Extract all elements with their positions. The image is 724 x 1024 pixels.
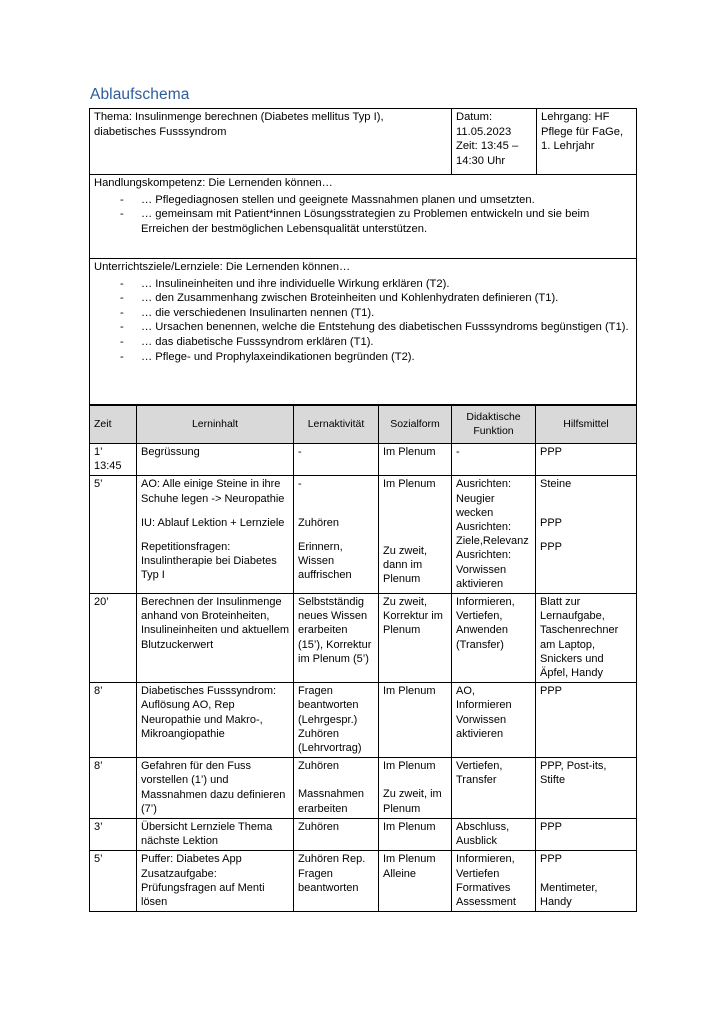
column-header-lerninhalt: Lerninhalt <box>137 406 294 444</box>
hilfsmittel-segment: PPP <box>540 516 563 529</box>
funktion-segment: Ausrichten: Neugier wecken <box>456 478 512 519</box>
sozialform-cell <box>379 476 452 594</box>
sozialform-cell <box>379 758 452 819</box>
inhalt-cell: Begrüssung <box>137 444 294 476</box>
funktion-segment: Ausrichten: Ziele,Relevanz <box>456 521 529 548</box>
lernziele-section <box>90 259 637 405</box>
inhalt-cell <box>137 476 294 594</box>
table-row <box>90 851 637 912</box>
sozialform-cell: Im Plenum Alleine <box>379 851 452 912</box>
list-item: - … den Zusammenhang zwischen Broteinheiten und Kohlenhydraten definieren (T1). <box>94 291 632 306</box>
sozialform-cell: Zu zweit, Korrektur im Plenum <box>379 594 452 683</box>
aktivitaet-cell: Selbstständig neues Wissen erarbeiten (15’), Korrektur im Plenum (5’) <box>294 594 379 683</box>
funktion-cell: AO, Informieren Vorwissen aktivieren <box>452 683 536 758</box>
sozialform-segment: Im Plenum <box>383 478 436 491</box>
hilfsmittel-cell <box>536 476 637 594</box>
inhalt-cell: Berechnen der Insulinmenge anhand von Broteinheiten, Insulineinheiten und aktuellem Blutzuckerwert <box>137 594 294 683</box>
column-header-zeit: Zeit <box>90 406 137 444</box>
hilfsmittel-cell: PPP, Post-its, Stifte <box>536 758 637 819</box>
zeit-cell: 3’ <box>90 819 137 851</box>
list-item: - … Insulineinheiten und ihre individuelle Wirkung erklären (T2). <box>94 277 632 292</box>
aktivitaet-segment: - <box>298 478 302 491</box>
list-item: - … die verschiedenen Insulinarten nennen (T1). <box>94 306 632 321</box>
aktivitaet-segment: Zuhören <box>298 516 339 529</box>
inhalt-cell: Diabetisches Fusssyndrom: Auflösung AO, Rep Neuropathie und Makro-, Mikroangiopathie <box>137 683 294 758</box>
sozialform-segment: Zu zweit, im Plenum <box>383 788 442 815</box>
hilfsmittel-cell: PPP <box>536 683 637 758</box>
aktivitaet-segment: Massnahmen erarbeiten <box>298 788 365 815</box>
column-header-hilfsmittel: Hilfsmittel <box>536 406 637 444</box>
hilfsmittel-segment: Steine <box>540 478 572 491</box>
aktivitaet-cell: - <box>294 444 379 476</box>
schedule-table <box>89 405 637 912</box>
header-table <box>89 108 637 405</box>
zeit-cell: 8’ <box>90 683 137 758</box>
list-item: - … Ursachen benennen, welche die Entstehung des diabetischen Fusssyndroms begünstigen (T1). <box>94 320 632 335</box>
funktion-cell: Vertiefen, Transfer <box>452 758 536 819</box>
page-title: Ablaufschema <box>90 86 190 103</box>
sozialform-segment: Im Plenum <box>383 760 436 773</box>
column-header-funktion: Didaktische Funktion <box>452 406 536 444</box>
datum-value: 11.05.2023 <box>456 125 512 138</box>
sozialform-cell: Im Plenum <box>379 683 452 758</box>
zeit-value: Zeit: 13:45 – 14:30 Uhr <box>456 140 519 167</box>
inhalt-segment: Repetitionsfragen: Insulintherapie bei Diabetes Typ I <box>141 541 277 582</box>
aktivitaet-segment: Zuhören <box>298 760 339 773</box>
aktivitaet-cell <box>294 476 379 594</box>
inhalt-cell: Puffer: Diabetes App Zusatzaufgabe: Prüfungsfragen auf Menti lösen <box>137 851 294 912</box>
table-row <box>90 444 637 476</box>
sozialform-cell: Im Plenum <box>379 444 452 476</box>
table-row <box>90 594 637 683</box>
list-item: - … gemeinsam mit Patient*innen Lösungsstrategien zu Problemen entwickeln und sie beim Erreichen der bestmöglichen Lebensqualität unterstützen. <box>94 207 632 236</box>
handlungskompetenz-section <box>90 175 637 259</box>
hilfsmittel-cell: Blatt zur Lernaufgabe, Taschenrechner am Laptop, Snickers und Äpfel, Handy <box>536 594 637 683</box>
column-header-lernaktivitaet: Lernaktivität <box>294 406 379 444</box>
table-row <box>90 476 637 594</box>
funktion-cell: - <box>452 444 536 476</box>
funktion-segment: Ausrichten: Vorwissen aktivieren <box>456 549 512 590</box>
list-item: - … das diabetische Fusssyndrom erklären (T1). <box>94 335 632 350</box>
thema-cell: Thema: Insulinmenge berechnen (Diabetes mellitus Typ I), diabetisches Fusssyndrom <box>90 109 452 175</box>
zeit-cell: 8’ <box>90 758 137 819</box>
document-body <box>89 108 636 912</box>
hilfsmittel-cell <box>536 851 637 912</box>
list-item: - … Pflegediagnosen stellen und geeignete Massnahmen planen und umsetzten. <box>94 193 632 208</box>
hilfsmittel-segment: PPP <box>540 853 563 866</box>
datum-label: Datum: <box>456 111 493 123</box>
handlungskompetenz-list <box>94 193 632 237</box>
inhalt-segment: AO: Alle einige Steine in ihre Schuhe legen -> Neuropathie <box>141 478 285 505</box>
funktion-cell: Informieren, Vertiefen Formatives Assessment <box>452 851 536 912</box>
funktion-cell: Informieren, Vertiefen, Anwenden (Transfer) <box>452 594 536 683</box>
aktivitaet-cell: Zuhören Rep. Fragen beantworten <box>294 851 379 912</box>
inhalt-cell: Übersicht Lernziele Thema nächste Lektion <box>137 819 294 851</box>
lernziele-title: Unterrichtsziele/Lernziele: Die Lernenden können… <box>94 261 351 273</box>
aktivitaet-cell <box>294 758 379 819</box>
funktion-cell <box>452 476 536 594</box>
column-header-sozialform: Sozialform <box>379 406 452 444</box>
inhalt-cell: Gefahren für den Fuss vorstellen (1’) und Massnahmen dazu definieren (7’) <box>137 758 294 819</box>
lehrgang-cell: Lehrgang: HF Pflege für FaGe, 1. Lehrjahr <box>537 109 637 175</box>
table-row <box>90 683 637 758</box>
zeit-cell: 5’ <box>90 851 137 912</box>
hilfsmittel-segment: Mentimeter, Handy <box>540 881 598 908</box>
table-row <box>90 819 637 851</box>
hilfsmittel-cell: PPP <box>536 819 637 851</box>
zeit-cell: 20’ <box>90 594 137 683</box>
funktion-cell: Abschluss, Ausblick <box>452 819 536 851</box>
hilfsmittel-cell: PPP <box>536 444 637 476</box>
handlungskompetenz-title: Handlungskompetenz: Die Lernenden können… <box>94 177 333 189</box>
aktivitaet-cell: Fragen beantworten (Lehrgespr.) Zuhören (Lehrvortrag) <box>294 683 379 758</box>
sozialform-cell: Im Plenum <box>379 819 452 851</box>
sozialform-segment: Zu zweit, dann im Plenum <box>383 544 428 586</box>
hilfsmittel-segment: PPP <box>540 540 563 553</box>
lernziele-list <box>94 277 632 365</box>
inhalt-segment: IU: Ablauf Lektion + Lernziele <box>141 516 285 529</box>
table-row <box>90 758 637 819</box>
datum-cell <box>452 109 537 175</box>
zeit-cell: 1’ 13:45 <box>90 444 137 476</box>
zeit-cell: 5’ <box>90 476 137 594</box>
aktivitaet-cell: Zuhören <box>294 819 379 851</box>
aktivitaet-segment: Erinnern, Wissen auffrischen <box>298 540 352 582</box>
list-item: - … Pflege- und Prophylaxeindikationen begründen (T2). <box>94 350 632 365</box>
